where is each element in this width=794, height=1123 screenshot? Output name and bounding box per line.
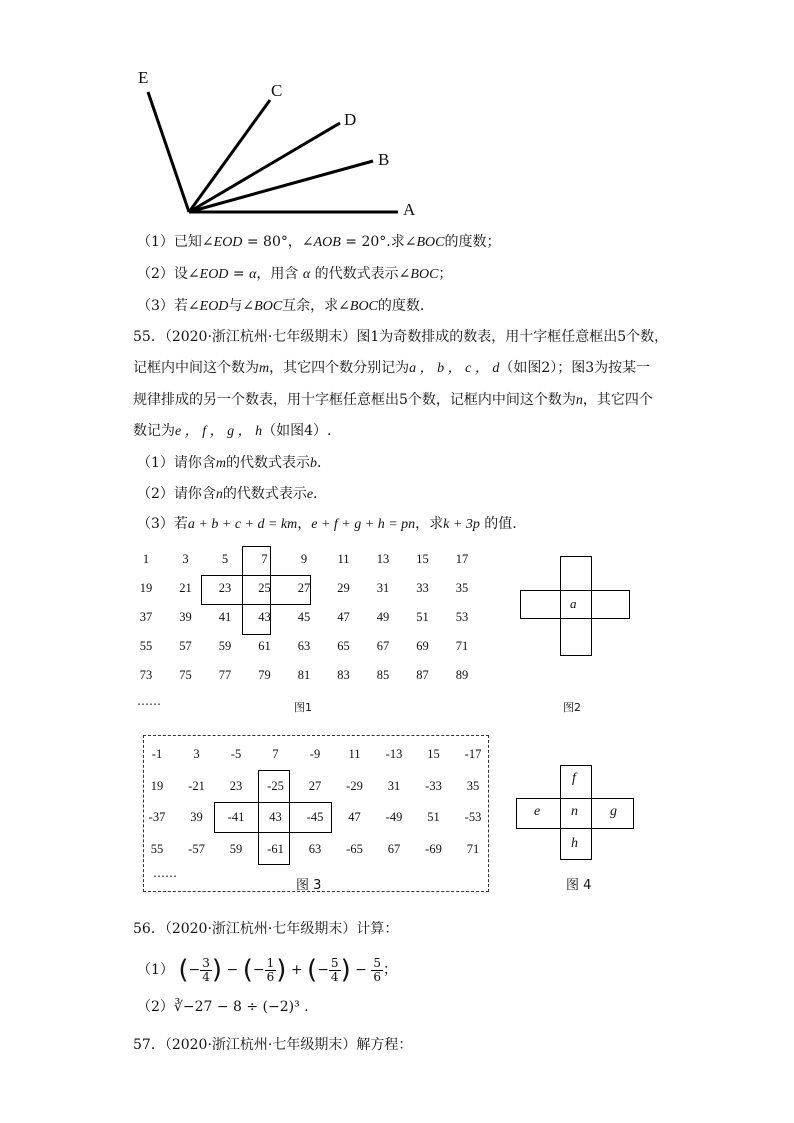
q56-part1: （1） (− $\frac{3}{4}$ ) − (− $\frac{1}{6}$ ) + (− $\frac{5}{4}$ ) − $\frac{5}{6}$ ；	[137, 955, 397, 985]
fig1-cell: 59	[218, 639, 232, 653]
fig1-cell: 71	[455, 639, 469, 653]
fig1-cell: 43	[258, 610, 271, 624]
fig1-cell: 1	[142, 552, 150, 566]
fig3-cell: 71	[466, 841, 480, 856]
q55-line3: 规律排成的另一个数表，用十字框任意框出5个数，记框内中间这个数为n，其它四个	[133, 392, 653, 408]
q54-part3: （3）若∠EOD与∠BOC互余，求∠BOC的度数.	[137, 298, 425, 314]
fig1-cell: 47	[337, 610, 350, 624]
label-e: E	[138, 68, 149, 87]
ray-od	[189, 123, 340, 212]
fig1-cell: 7	[261, 552, 268, 566]
fig3-cell: 43	[269, 810, 282, 824]
fig1-cell: 3	[182, 552, 189, 566]
q55-line4: 数记为e ， f ， g ， h（如图4）.	[133, 423, 332, 439]
fig3-cell: -33	[425, 778, 442, 793]
fig1-cell: 79	[258, 668, 271, 682]
fig3-cell: 11	[348, 747, 361, 761]
fig3-ellipsis: ……	[153, 866, 177, 880]
fig1-cell: 19	[139, 581, 153, 595]
fig4-g: g	[610, 804, 617, 819]
fig3-caption: 图 3	[296, 878, 322, 893]
fig3-cell: -5	[230, 747, 242, 761]
fig3-cell: -69	[425, 841, 442, 856]
fig3-cross-horizontal	[214, 802, 332, 833]
q55-line1: 55．（2020·浙江杭州·七年级期末）图1为奇数排成的数表，用十字框任意框出5个数，	[133, 329, 669, 345]
q55-sub2: （2）请你含n的代数式表示e．	[137, 486, 328, 502]
fig1-cell: 33	[416, 581, 429, 595]
q56-title: 56．（2020·浙江杭州·七年级期末）计算：	[133, 921, 399, 937]
fig1-cell: 21	[179, 581, 192, 595]
fig1-cell: 25	[258, 581, 271, 595]
fig3-cell: -25	[267, 778, 284, 793]
fig3-cell: 27	[308, 778, 322, 793]
fig3-cell: -29	[346, 778, 363, 793]
fig3-cell: -57	[188, 841, 205, 856]
fig3-cell: -21	[188, 778, 205, 793]
fig1-cell: 57	[179, 639, 192, 653]
q55-sub1: （1）请你含m的代数式表示b．	[137, 455, 332, 471]
fig3-cell: -1	[151, 747, 163, 761]
q56-part2: （2）∛−27 − 8 ÷ (−2)³ .	[137, 999, 309, 1015]
fig2-center-a: a	[570, 596, 577, 611]
label-c: C	[271, 81, 283, 100]
fig3-cell: -9	[309, 747, 321, 761]
fig4-caption: 图 4	[566, 878, 592, 893]
q54-part1: （1）已知∠EOD = 80°，∠AOB = 20°.求∠BOC的度数；	[137, 234, 501, 250]
fig3-cell: 63	[308, 841, 322, 856]
fig1-cell: 75	[179, 668, 192, 682]
fig1-cell: 11	[337, 552, 350, 566]
fig3-cell: -41	[227, 810, 245, 824]
label-b: B	[378, 150, 390, 169]
fig3-cell: 67	[387, 841, 401, 856]
fig3-cell: 3	[193, 747, 200, 761]
fig1-cell: 69	[416, 639, 429, 653]
fig4-h: h	[571, 836, 578, 851]
fig3-cell: -13	[385, 747, 403, 761]
fig3-cell: -61	[267, 841, 284, 856]
fig1-cell: 61	[258, 639, 271, 653]
fig1-cell: 77	[218, 668, 232, 682]
fig1-cell: 53	[455, 610, 469, 624]
fig1-cell: 29	[337, 581, 350, 595]
fig3-cell: 31	[387, 778, 401, 793]
fig1-cell: 23	[218, 581, 232, 595]
ray-ob	[189, 161, 373, 212]
fig4-e: e	[534, 804, 541, 819]
fig1-caption: 图1	[294, 701, 312, 714]
fig3-cell: -53	[464, 810, 482, 824]
fig2-caption: 图2	[563, 701, 581, 714]
fig1-cell: 63	[297, 639, 311, 653]
fig3-cell: -65	[346, 841, 363, 856]
fig3-cell: -49	[385, 810, 403, 824]
fig1-cross-horizontal	[201, 575, 311, 605]
fig4-f: f	[572, 771, 576, 786]
fig1-cell: 65	[337, 639, 350, 653]
fig1-cell: 39	[179, 610, 192, 624]
fig1-cell: 37	[139, 610, 153, 624]
fig3-cell: 35	[466, 778, 480, 793]
fig1-cell: 49	[376, 610, 390, 624]
fig1-ellipsis: ……	[137, 694, 161, 708]
fig3-cell: 23	[229, 778, 243, 793]
fig3-cell: -45	[306, 810, 324, 824]
ray-oc	[189, 100, 270, 212]
fig3-cell: 51	[427, 810, 440, 824]
fig1-cell: 85	[376, 668, 390, 682]
fig1-cell: 27	[297, 581, 311, 595]
fig1-cell: 9	[300, 552, 308, 566]
fig1-cell: 15	[416, 552, 429, 566]
q55-sub3: （3）若a + b + c + d = km，e + f + g + h = pn，求k + 3p 的值.	[137, 516, 517, 532]
fig1-cell: 41	[218, 610, 232, 624]
fig3-cell: 15	[427, 747, 440, 761]
fig1-cell: 51	[416, 610, 429, 624]
fig1-cell: 83	[337, 668, 350, 682]
fig4-n: n	[571, 804, 578, 819]
fig1-cell: 55	[139, 639, 153, 653]
fig1-cell: 87	[416, 668, 429, 682]
fig3-cell: 59	[229, 841, 243, 856]
fig3-cell: -17	[464, 747, 482, 761]
label-a: A	[403, 200, 416, 219]
q55-line2: 记框内中间这个数为m，其它四个数分别记为a ， b ， c ， d（如图2）；图3为按某一	[133, 360, 651, 376]
fig3-cell: 7	[272, 747, 279, 761]
ray-oe	[148, 92, 189, 212]
fig1-cell: 31	[376, 581, 390, 595]
fig3-cell: 55	[150, 841, 164, 856]
fig1-cell: 35	[455, 581, 469, 595]
q54-part2: （2）设∠EOD = α，用含 α 的代数式表示∠BOC；	[137, 266, 453, 282]
fig1-cell: 17	[455, 552, 469, 566]
fig1-cell: 45	[297, 610, 311, 624]
fig1-cell: 5	[221, 552, 229, 566]
fig3-cell: 19	[150, 778, 164, 793]
label-d: D	[344, 110, 357, 129]
fig1-cell: 13	[376, 552, 390, 566]
fig3-cell: 47	[348, 810, 361, 824]
fig1-cell: 81	[297, 668, 311, 682]
fig1-cell: 73	[139, 668, 153, 682]
fig3-cell: -37	[148, 810, 166, 824]
fig1-cell: 67	[376, 639, 390, 653]
q57-title: 57．（2020·浙江杭州·七年级期末）解方程：	[133, 1037, 413, 1053]
fig3-cell: 39	[190, 810, 203, 824]
fig1-cell: 89	[455, 668, 469, 682]
